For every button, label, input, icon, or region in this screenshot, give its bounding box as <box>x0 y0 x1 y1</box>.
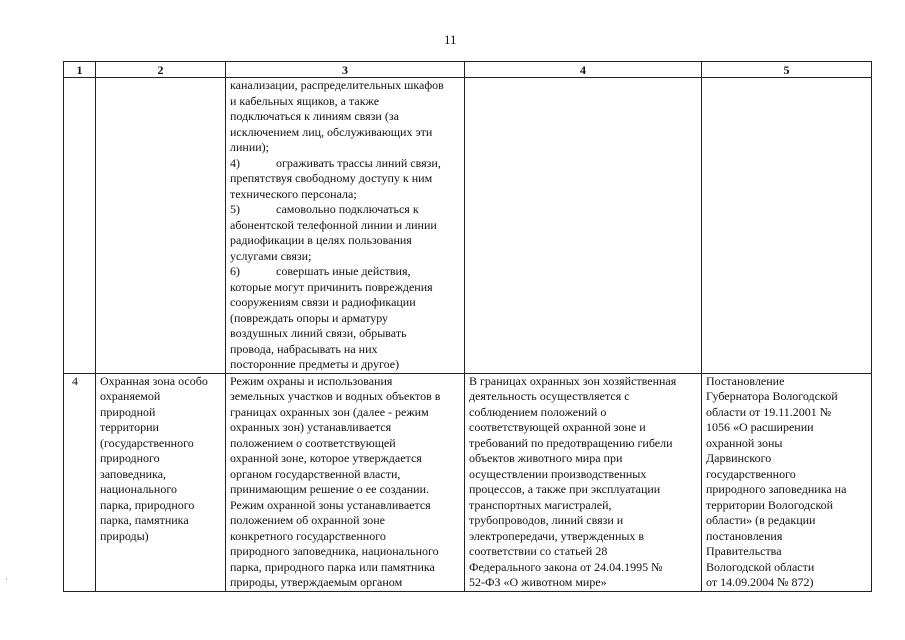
text-line: территории Вологодской <box>706 497 834 512</box>
text-line: национального <box>100 482 177 496</box>
text-line: В границах охранных зон хозяйственная <box>469 373 677 388</box>
text-line: парка, памятника <box>100 513 189 527</box>
text-line: от 14.09.2004 № 872) <box>706 575 814 589</box>
text-line: органом государственной власти, <box>230 466 401 481</box>
text-line: абонентской телефонной линии и линии <box>230 217 437 232</box>
text-line: территории <box>100 420 159 434</box>
text-line: охранной зоны <box>706 435 783 450</box>
text-line: линии); <box>230 140 270 154</box>
text-line: охраняемой <box>100 389 161 403</box>
text-line: конкретного государственного <box>230 528 386 543</box>
text-line: области от 19.11.2001 № <box>706 404 832 419</box>
row-number-cell: 4 <box>64 373 96 591</box>
text-line: положением об охранной зоне <box>230 513 385 527</box>
text-line: Вологодской области <box>706 559 815 574</box>
text-line: которые могут причинить повреждения <box>230 279 433 294</box>
text-line: исключением лиц, обслуживающих эти <box>230 124 433 139</box>
table-row <box>64 78 872 374</box>
text-line: деятельность осуществляется с <box>469 389 630 403</box>
text-line: принимающим решение о ее создании. <box>230 482 430 496</box>
text-line: Режим охранной зоны устанавливается <box>230 497 431 512</box>
text-line: Федерального закона от 24.04.1995 № <box>469 559 663 574</box>
text-line: канализации, распределительных шкафов <box>230 78 444 92</box>
row1-col1-cell <box>64 78 96 374</box>
text-line: требований по предотвращению гибели <box>469 435 673 450</box>
text-line: Правительства <box>706 544 782 558</box>
text-line: радиофикации в целях пользования <box>230 233 412 247</box>
row1-col2-cell <box>96 78 226 374</box>
text-line: 52-ФЗ «О животном мире» <box>469 575 607 589</box>
text-line: заповедника, <box>100 466 167 481</box>
text-line: соблюдением положений о <box>469 404 607 419</box>
text-line: 5) самовольно подключаться к <box>230 202 419 216</box>
text-line: Губернатора Вологодской <box>706 389 838 403</box>
text-line: соответствующей охранной зоне и <box>469 420 646 434</box>
text-line: провода, набрасывать на них <box>230 341 378 356</box>
column-header-1: 1 <box>64 62 96 78</box>
text-line: природного заповедника, национального <box>230 544 439 558</box>
text-line: границах охранных зон (далее - режим <box>230 404 429 419</box>
table-header-row <box>64 62 872 78</box>
text-line: трубопроводов, линий связи и <box>469 513 624 527</box>
text-line: природного заповедника на <box>706 482 847 496</box>
column-header-5: 5 <box>702 62 872 78</box>
text-line: области» (в редакции <box>706 513 816 527</box>
text-line: осуществлении производственных <box>469 466 647 481</box>
scan-artifact-mark: · <box>5 574 8 584</box>
row1-col5-cell <box>702 78 872 374</box>
text-line: земельных участков и водных объектов в <box>230 389 441 403</box>
text-line: парка, природного парка или памятника <box>230 559 435 574</box>
text-line: объектов животного мира при <box>469 451 623 465</box>
text-line: охранных зон) устанавливается <box>230 420 392 434</box>
text-line: соответствии со статьей 28 <box>469 544 608 558</box>
text-line: постановления <box>706 528 783 543</box>
text-line: 1056 «О расширении <box>706 420 814 434</box>
page-number: 11 <box>444 32 457 47</box>
text-line: 4) ограживать трассы линий связи, <box>230 155 441 170</box>
text-line: воздушных линий связи, обрывать <box>230 326 407 340</box>
text-line: парка, природного <box>100 497 195 512</box>
text-line: препятствуя свободному доступу к ним <box>230 171 433 185</box>
document-table <box>63 61 872 592</box>
column-header-4: 4 <box>465 62 702 78</box>
text-line: услугами связи; <box>230 248 312 263</box>
text-line: технического персонала; <box>230 186 357 201</box>
text-line: природы) <box>100 528 149 543</box>
table-row <box>64 373 872 591</box>
text-line: (государственного <box>100 435 194 450</box>
legal-basis-cell <box>702 373 872 591</box>
text-line: и кабельных ящиков, а также <box>230 93 380 108</box>
text-line: подключаться к линиям связи (за <box>230 109 399 123</box>
text-line: (повреждать опоры и арматуру <box>230 310 389 325</box>
text-line: посторонние предметы и другое) <box>230 357 400 371</box>
text-line: Охранная зона особо <box>100 373 208 388</box>
text-line: охранной зоне, которое утверждается <box>230 451 422 465</box>
text-line: сооружениям связи и радиофикации <box>230 295 416 309</box>
text-line: природы, утверждаемым органом <box>230 575 403 589</box>
column-header-2: 2 <box>96 62 226 78</box>
text-line: природного <box>100 451 160 465</box>
text-line: природной <box>100 404 156 419</box>
text-line: Дарвинского <box>706 451 772 465</box>
column-header-3: 3 <box>226 62 465 78</box>
activity-conditions-cell <box>465 373 702 591</box>
text-line: положением о соответствующей <box>230 435 396 450</box>
text-line: Режим охраны и использования <box>230 373 393 388</box>
row1-col3-cell <box>226 78 465 374</box>
text-line: процессов, а также при эксплуатации <box>469 482 661 496</box>
text-line: транспортных магистралей, <box>469 497 612 512</box>
text-line: 6) совершать иные действия, <box>230 264 411 278</box>
text-line: Постановление <box>706 373 785 388</box>
zone-name-cell <box>96 373 226 591</box>
text-line: государственного <box>706 466 796 481</box>
row1-col4-cell <box>465 78 702 374</box>
regime-description-cell <box>226 373 465 591</box>
text-line: электропередачи, утвержденных в <box>469 528 645 543</box>
